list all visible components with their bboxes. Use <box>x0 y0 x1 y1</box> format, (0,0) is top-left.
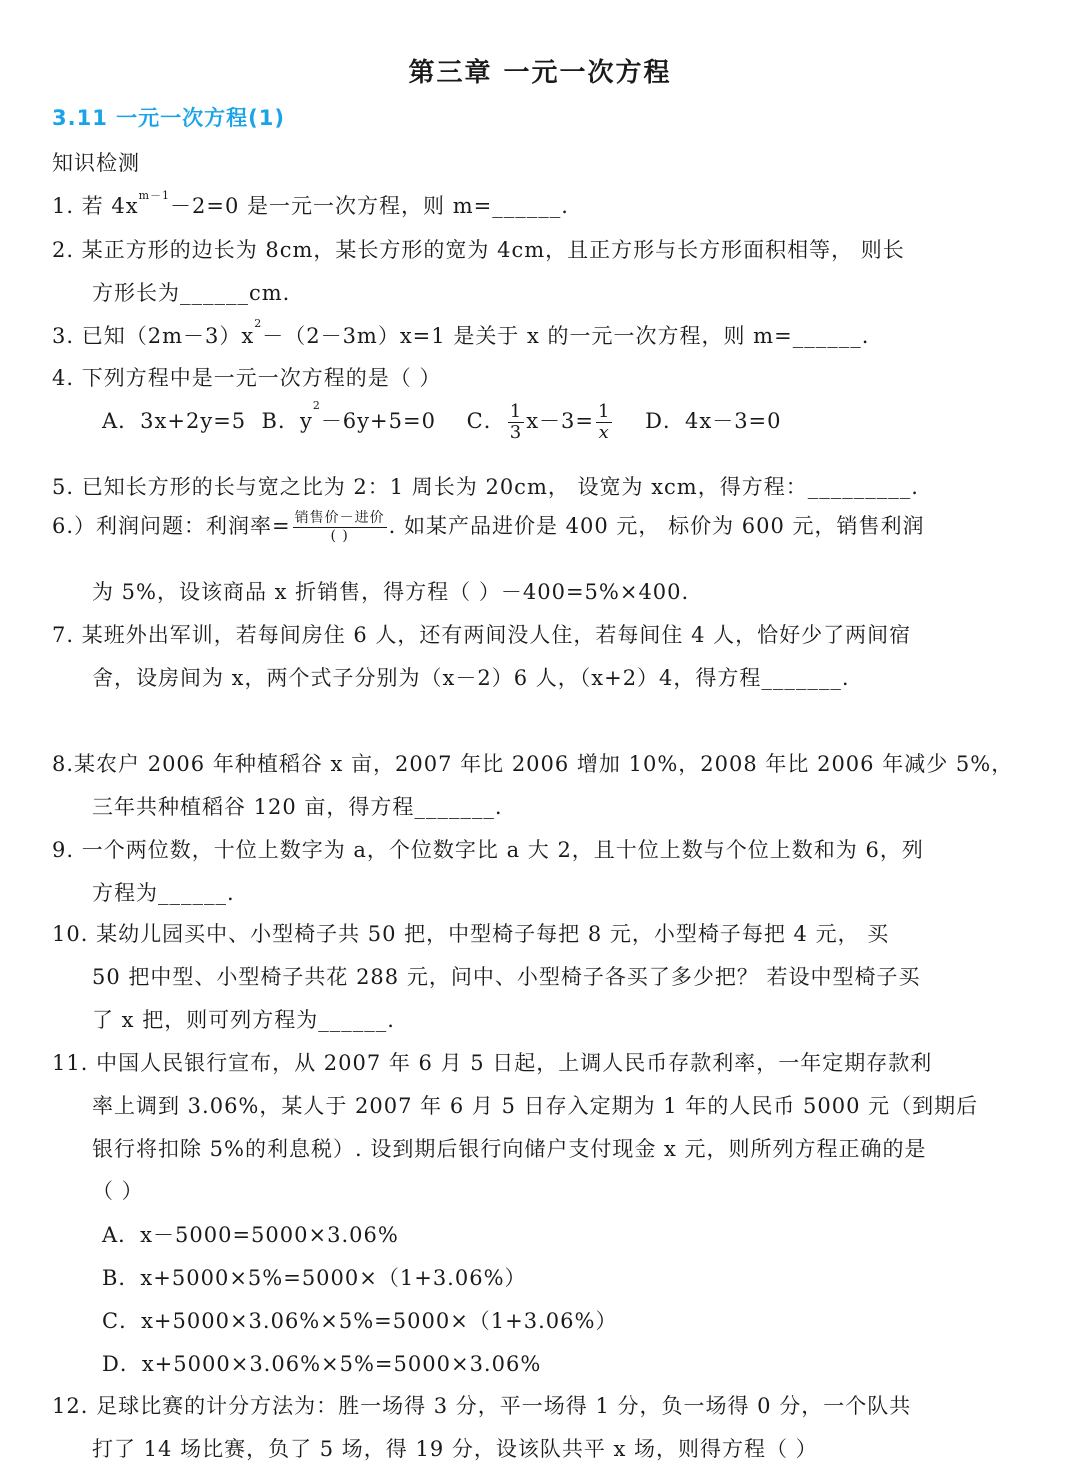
section-heading: 3.11 一元一次方程(1) <box>52 106 285 130</box>
q4-option-a: A．3x+2y=5 <box>102 409 247 433</box>
subtitle: 知识检测 <box>52 151 140 175</box>
question-5: 5. 已知长方形的长与宽之比为 2：1 周长为 20cm， 设宽为 xcm，得方程：_________. <box>52 475 919 499</box>
question-9-line-2: 方程为______. <box>92 881 235 905</box>
question-6-line-2: 为 5%，设该商品 x 折销售，得方程（ ）－400=5%×400. <box>92 580 690 604</box>
q11-option-b: B．x+5000×5%=5000×（1+3.06%） <box>102 1266 527 1290</box>
q11-option-d: D．x+5000×3.06%×5%=5000×3.06% <box>102 1352 542 1376</box>
q4-option-d: D．4x－3=0 <box>645 409 782 433</box>
question-4-options <box>102 399 782 443</box>
question-2-line-1: 2. 某正方形的边长为 8cm，某长方形的宽为 4cm，且正方形与长方形面积相等， 则长 <box>52 238 905 262</box>
question-11-line-1: 11. 中国人民银行宣布，从 2007 年 6 月 5 日起，上调人民币存款利率，一年定期存款利 <box>52 1051 933 1075</box>
question-8-line-1: 8.某农户 2006 年种植稻谷 x 亩，2007 年比 2006 增加 10%，2008 年比 2006 年减少 5%， <box>52 752 1014 776</box>
question-1: 1. 若 $4x^{m-1}-2=0$ 是一元一次方程，则 m=______. <box>52 189 569 218</box>
question-10-line-3: 了 x 把，则可列方程为______. <box>92 1008 395 1032</box>
question-11-line-3: 银行将扣除 5%的利息税）. 设到期后银行向储户支付现金 x 元，则所列方程正确的是 <box>92 1137 927 1161</box>
question-8-line-2: 三年共种植稻谷 120 亩，得方程_______. <box>92 795 503 819</box>
question-4-stem: 4. 下列方程中是一元一次方程的是（ ） <box>52 366 442 390</box>
question-11-line-4: （ ） <box>92 1179 144 1203</box>
question-7-line-1: 7. 某班外出军训，若每间房住 6 人，还有两间没人住，若每间住 4 人，恰好少了两间宿 <box>52 623 912 647</box>
q4-option-c: C． $\frac{1}{3}$ x－3= $\frac{1}{x}$ <box>466 401 611 443</box>
question-12-line-1: 12. 足球比赛的计分方法为：胜一场得 3 分，平一场得 1 分，负一场得 0 分，一个队共 <box>52 1394 912 1418</box>
question-7-line-2: 舍，设房间为 x，两个式子分别为（x－2）6 人，（x+2）4，得方程_______. <box>92 666 850 690</box>
question-6-line-1: 6.）利润问题：利润率= $\frac{\text{销售价－进价}}{( )}$ . 如某产品进价是 400 元， 标价为 600 元，销售利润 <box>52 510 925 544</box>
question-10-line-2: 50 把中型、小型椅子共花 288 元，问中、小型椅子各买了多少把？ 若设中型椅子买 <box>92 965 921 989</box>
question-9-line-1: 9. 一个两位数，十位上数字为 a，个位数字比 a 大 2，且十位上数与个位上数和为 6，列 <box>52 838 924 862</box>
q4-option-b: B．$y^2-6y+5=0$ <box>261 399 436 433</box>
q11-option-c: C．x+5000×3.06%×5%=5000×（1+3.06%） <box>102 1309 618 1333</box>
question-10-line-1: 10. 某幼儿园买中、小型椅子共 50 把，中型椅子每把 8 元，小型椅子每把 4 元， 买 <box>52 922 890 946</box>
chapter-title: 第三章 一元一次方程 <box>408 58 672 88</box>
question-3: 3. 已知$(2m-3)x^2-(2-3m)x=1$ 是关于 x 的一元一次方程，则 m=______. <box>52 317 870 348</box>
question-11-line-2: 率上调到 3.06%，某人于 2007 年 6 月 5 日存入定期为 1 年的人民币 5000 元（到期后 <box>92 1094 979 1118</box>
q11-option-a: A．x－5000=5000×3.06% <box>102 1223 399 1247</box>
question-12-line-2: 打了 14 场比赛，负了 5 场，得 19 分，设该队共平 x 场，则得方程（ ） <box>92 1437 818 1461</box>
question-2-line-2: 方形长为______cm. <box>92 281 291 305</box>
